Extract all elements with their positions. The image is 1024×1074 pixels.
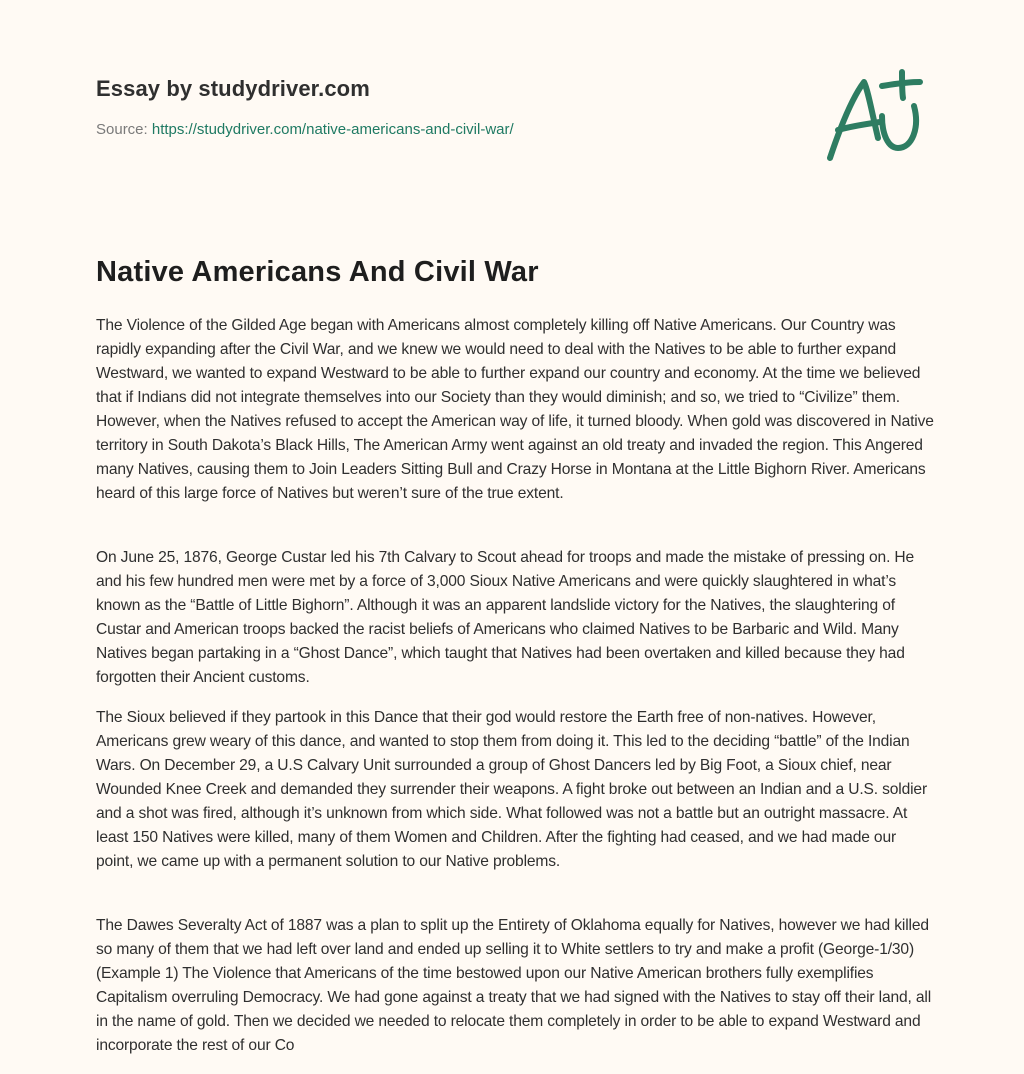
source-label: Source: <box>96 121 148 138</box>
essay-body <box>96 314 934 1074</box>
source-line <box>96 120 928 140</box>
essay-paragraph: On June 25, 1876, George Custar led his 7th Calvary to Scout ahead for troops and made the mistake of pressing on. He and his few hundred men were met by a force of 3,000 Sioux Native Americans and were quickly slaughtered in what’s known as the “Battle of Little Bighorn”. Although it was an apparent landslide victory for the Natives, the slaughtering of Custar and American troops backed the racist beliefs of Americans who claimed Natives to be Barbaric and Wild. Many Natives began partaking in a “Ghost Dance”, which taught that Natives had been overtaken and killed because they had forgotten their Ancient customs. <box>96 549 915 686</box>
site-header <box>96 72 928 140</box>
a-plus-grade-icon <box>822 68 932 168</box>
essay-paragraph: The Sioux believed if they partook in this Dance that their god would restore the Earth free of non-natives. However, Americans grew weary of this dance, and wanted to stop them from doing it. This led to the deciding “battle” of the Indian Wars. On December 29, a U.S Calvary Unit surrounded a group of Ghost Dancers led by Big Foot, a Sioux chief, near Wounded Knee Creek and demanded they surrender their weapons. A fight broke out between an Indian and a U.S. soldier and a shot was fired, although it’s unknown from which side. What followed was not a battle but an outright massacre. At least 150 Natives were killed, many of them Women and Children. After the fighting had ceased, and we had made our point, we came up with a permanent solution to our Native problems. <box>96 709 927 870</box>
essay-paragraph: The Violence of the Gilded Age began with Americans almost completely killing off Native Americans. Our Country was rapidly expanding after the Civil War, and we knew we would need to deal with the Natives to be able to further expand Westward, we wanted to expand Westward to be able to further expand our country and economy. At the time we believed that if Indians did not integrate themselves into our Society than they would diminish; and so, we tried to “Civilize” them. However, when the Natives refused to accept the American way of life, it turned bloody. When gold was discovered in Native territory in South Dakota’s Black Hills, The American Army went against an old treaty and invaded the region. This Angered many Natives, causing them to Join Leaders Sitting Bull and Crazy Horse in Montana at the Little Bighorn River. Americans heard of this large force of Natives but weren’t sure of the true extent. <box>96 317 934 502</box>
document-title: Native Americans And Civil War <box>96 256 539 288</box>
essay-paragraph: The Dawes Severalty Act of 1887 was a plan to split up the Entirety of Oklahoma equally for Natives, however we had killed so many of them that we had left over land and ended up selling it to White settlers to try and make a profit (George-1/30) (Example 1) The Violence that Americans of the time bestowed upon our Native American brothers fully exemplifies Capitalism overruling Democracy. We had gone against a treaty that we had signed with the Natives to stay off their land, all in the name of gold. Then we decided we needed to relocate them completely in order to be able to expand Westward and incorporate the rest of our Co <box>96 917 932 1054</box>
source-link[interactable]: https://studydriver.com/native-americans-and-civil-war/ <box>151 121 514 138</box>
brand-title: Essay by studydriver.com <box>96 76 370 101</box>
